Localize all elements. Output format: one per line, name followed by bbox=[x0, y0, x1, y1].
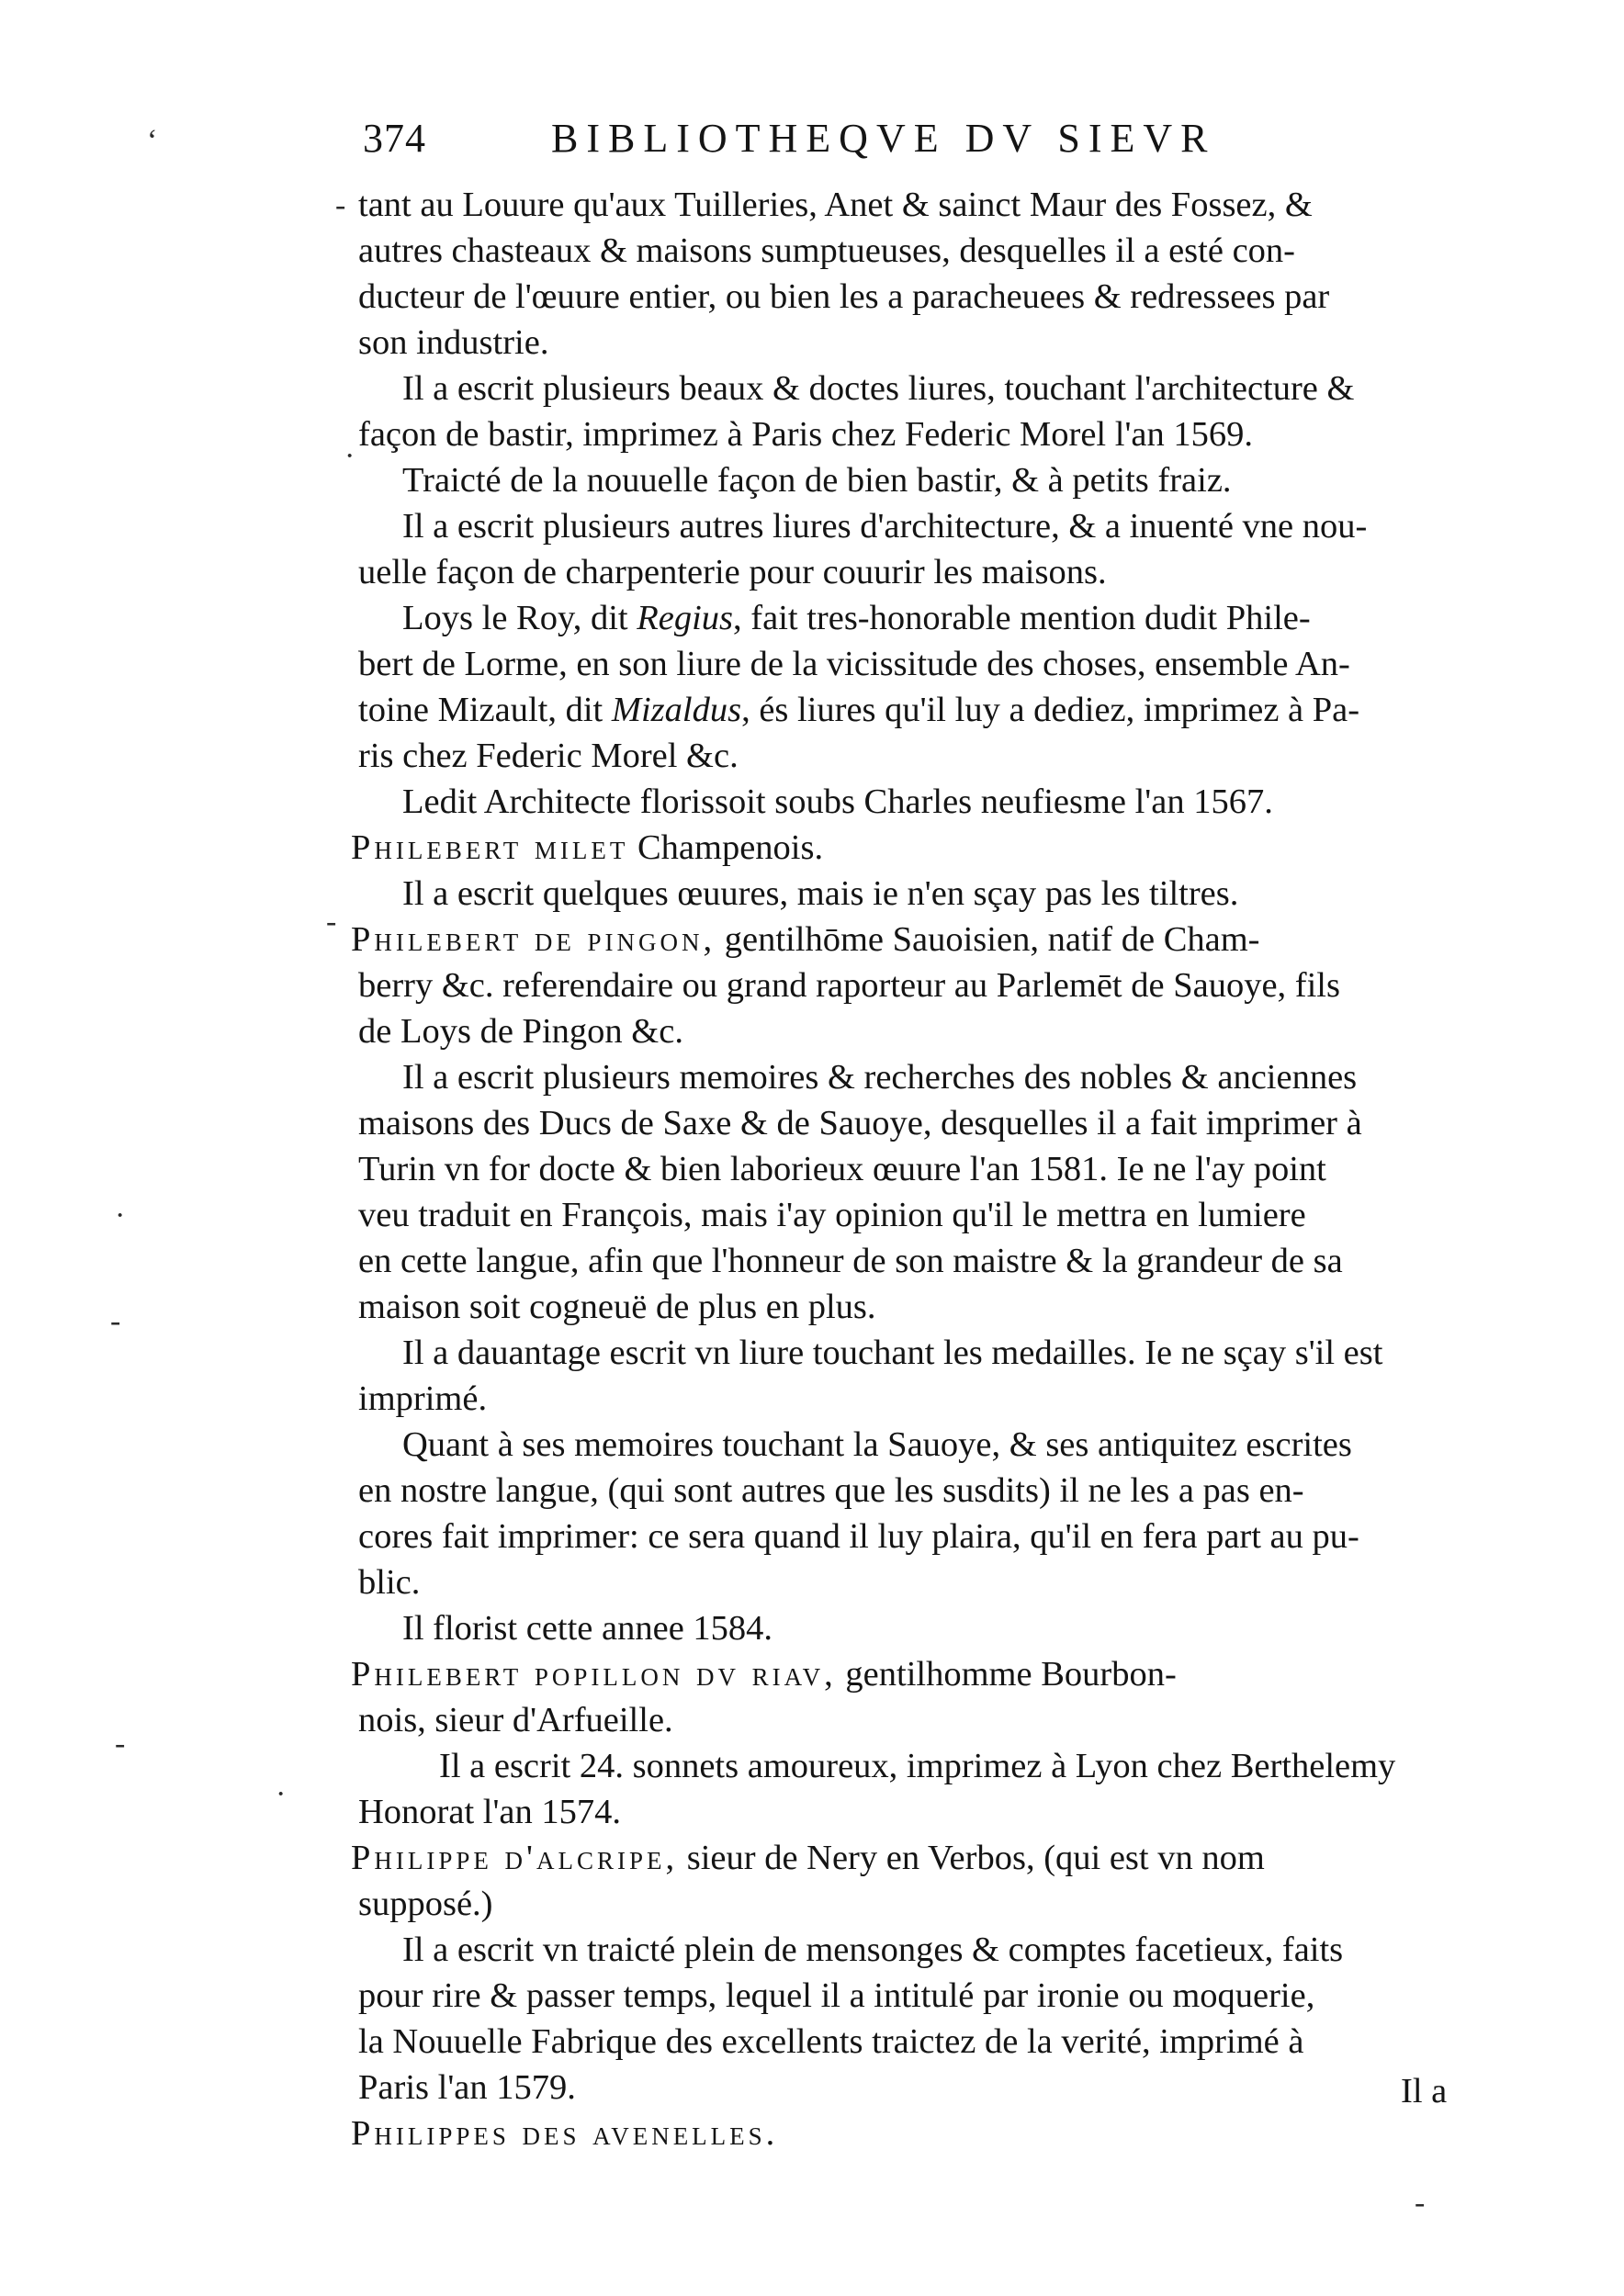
text-line: de Loys de Pingon &c. bbox=[358, 1012, 683, 1051]
margin-mark: - bbox=[335, 188, 346, 222]
text-line: en cette langue, afin que l'honneur de son maistre & la grandeur de sa bbox=[358, 1242, 1343, 1280]
author-name: Philippe d'alcripe, bbox=[351, 1839, 679, 1877]
text-line: Il a escrit plusieurs memoires & recherches des nobles & anciennes bbox=[402, 1058, 1358, 1097]
text-line: nois, sieur d'Arfueille. bbox=[358, 1701, 673, 1739]
entry-heading bbox=[351, 2110, 778, 2156]
text-line: Traicté de la nouuelle façon de bien bastir, & à petits fraiz. bbox=[402, 461, 1232, 500]
text-line: supposé.) bbox=[358, 1885, 493, 1923]
author-name: Philebert de pingon, bbox=[351, 920, 716, 959]
page-number: 374 bbox=[363, 116, 426, 161]
text-line: Il a escrit plusieurs autres liures d'architecture, & a inuenté vne nou- bbox=[402, 507, 1368, 546]
text-line: autres chasteaux & maisons sumptueuses, desquelles il a esté con- bbox=[358, 231, 1295, 270]
text-run: Loys le Roy, dit bbox=[402, 599, 628, 637]
text-line: Paris l'an 1579. bbox=[358, 2068, 576, 2107]
text-line: Il a dauantage escrit vn liure touchant les medailles. Ie ne sçay s'il est bbox=[402, 1334, 1383, 1372]
text-run: gentilhomme Bourbon- bbox=[845, 1655, 1177, 1694]
text-line: tant au Louure qu'aux Tuilleries, Anet & sainct Maur des Fossez, & bbox=[358, 186, 1313, 224]
margin-mark: ‘ bbox=[147, 124, 158, 158]
text-line: maisons des Ducs de Saxe & de Sauoye, desquelles il a fait imprimer à bbox=[358, 1104, 1362, 1142]
text-line: Il a escrit quelques œuures, mais ie n'en sçay pas les tiltres. bbox=[402, 874, 1239, 913]
text-line: Il florist cette annee 1584. bbox=[402, 1609, 773, 1648]
margin-mark: · bbox=[276, 1777, 287, 1811]
text-line: son industrie. bbox=[358, 323, 549, 362]
latin-name: Mizaldus bbox=[611, 691, 742, 729]
text-run: sieur de Nery en Verbos, (qui est vn nom bbox=[686, 1839, 1265, 1877]
entry-heading bbox=[351, 1651, 1177, 1697]
text-line: Il a escrit plusieurs beaux & doctes liures, touchant l'architecture & bbox=[402, 369, 1355, 408]
text-line: façon de bastir, imprimez à Paris chez Federic Morel l'an 1569. bbox=[358, 415, 1253, 454]
margin-mark: · bbox=[344, 439, 355, 473]
text-line bbox=[358, 687, 1359, 733]
text-line: Quant à ses memoires touchant la Sauoye, & ses antiquitez escrites bbox=[402, 1425, 1352, 1464]
text-line: veu traduit en François, mais i'ay opinion qu'il le mettra en lumiere bbox=[358, 1196, 1306, 1234]
text-line: imprimé. bbox=[358, 1379, 488, 1418]
margin-mark: - bbox=[110, 1304, 121, 1338]
page-header bbox=[363, 115, 1281, 170]
text-run: Champenois. bbox=[637, 828, 824, 867]
text-line bbox=[402, 595, 1311, 641]
text-run: gentilhōme Sauoisien, natif de Cham- bbox=[724, 920, 1260, 959]
text-run: toine Mizault, dit bbox=[358, 691, 603, 729]
text-line: cores fait imprimer: ce sera quand il luy plaira, qu'il en fera part au pu- bbox=[358, 1517, 1359, 1556]
author-name: Philippes des avenelles. bbox=[351, 2114, 779, 2153]
author-name: Philebert popillon dv riav, bbox=[351, 1655, 837, 1694]
text-line: Ledit Architecte florissoit soubs Charles neufiesme l'an 1567. bbox=[402, 782, 1273, 821]
entry-heading bbox=[351, 917, 1260, 962]
author-name: Philebert milet bbox=[351, 828, 629, 867]
text-line: pour rire & passer temps, lequel il a intitulé par ironie ou moquerie, bbox=[358, 1976, 1315, 2015]
text-line: Honorat l'an 1574. bbox=[358, 1793, 622, 1831]
text-line: en nostre langue, (qui sont autres que les susdits) il ne les a pas en- bbox=[358, 1471, 1304, 1510]
catchword: Il a bbox=[1401, 2072, 1448, 2110]
margin-mark: - bbox=[115, 1727, 126, 1761]
text-line: blic. bbox=[358, 1563, 421, 1602]
latin-name: Regius bbox=[637, 599, 734, 637]
margin-mark: - bbox=[326, 905, 337, 939]
margin-mark: - bbox=[1415, 2186, 1426, 2220]
text-line: maison soit cogneuë de plus en plus. bbox=[358, 1288, 876, 1326]
text-line: ducteur de l'œuure entier, ou bien les a paracheuees & redressees par bbox=[358, 277, 1330, 316]
text-line: uelle façon de charpenterie pour couurir les maisons. bbox=[358, 553, 1107, 591]
text-line: la Nouuelle Fabrique des excellents traictez de la verité, imprimé à bbox=[358, 2022, 1304, 2061]
margin-mark: · bbox=[115, 1199, 126, 1232]
entry-heading bbox=[351, 825, 823, 871]
text-line: Turin vn for docte & bien laborieux œuure l'an 1581. Ie ne l'ay point bbox=[358, 1150, 1326, 1188]
text-line: Il a escrit vn traicté plein de mensonges & comptes facetieux, faits bbox=[402, 1930, 1344, 1969]
text-run: , fait tres-honorable mention dudit Phile- bbox=[733, 599, 1311, 637]
text-run: , és liures qu'il luy a dediez, imprimez à Pa- bbox=[741, 691, 1360, 729]
text-line: bert de Lorme, en son liure de la vicissitude des choses, ensemble An- bbox=[358, 645, 1350, 683]
text-line: ris chez Federic Morel &c. bbox=[358, 737, 739, 775]
entry-heading bbox=[351, 1835, 1265, 1881]
text-line: berry &c. referendaire ou grand raporteur au Parlemēt de Sauoye, fils bbox=[358, 966, 1340, 1005]
text-line: Il a escrit 24. sonnets amoureux, imprimez à Lyon chez Berthelemy bbox=[439, 1747, 1396, 1785]
running-title: BIBLIOTHEQVE DV SIEVR bbox=[551, 116, 1216, 161]
